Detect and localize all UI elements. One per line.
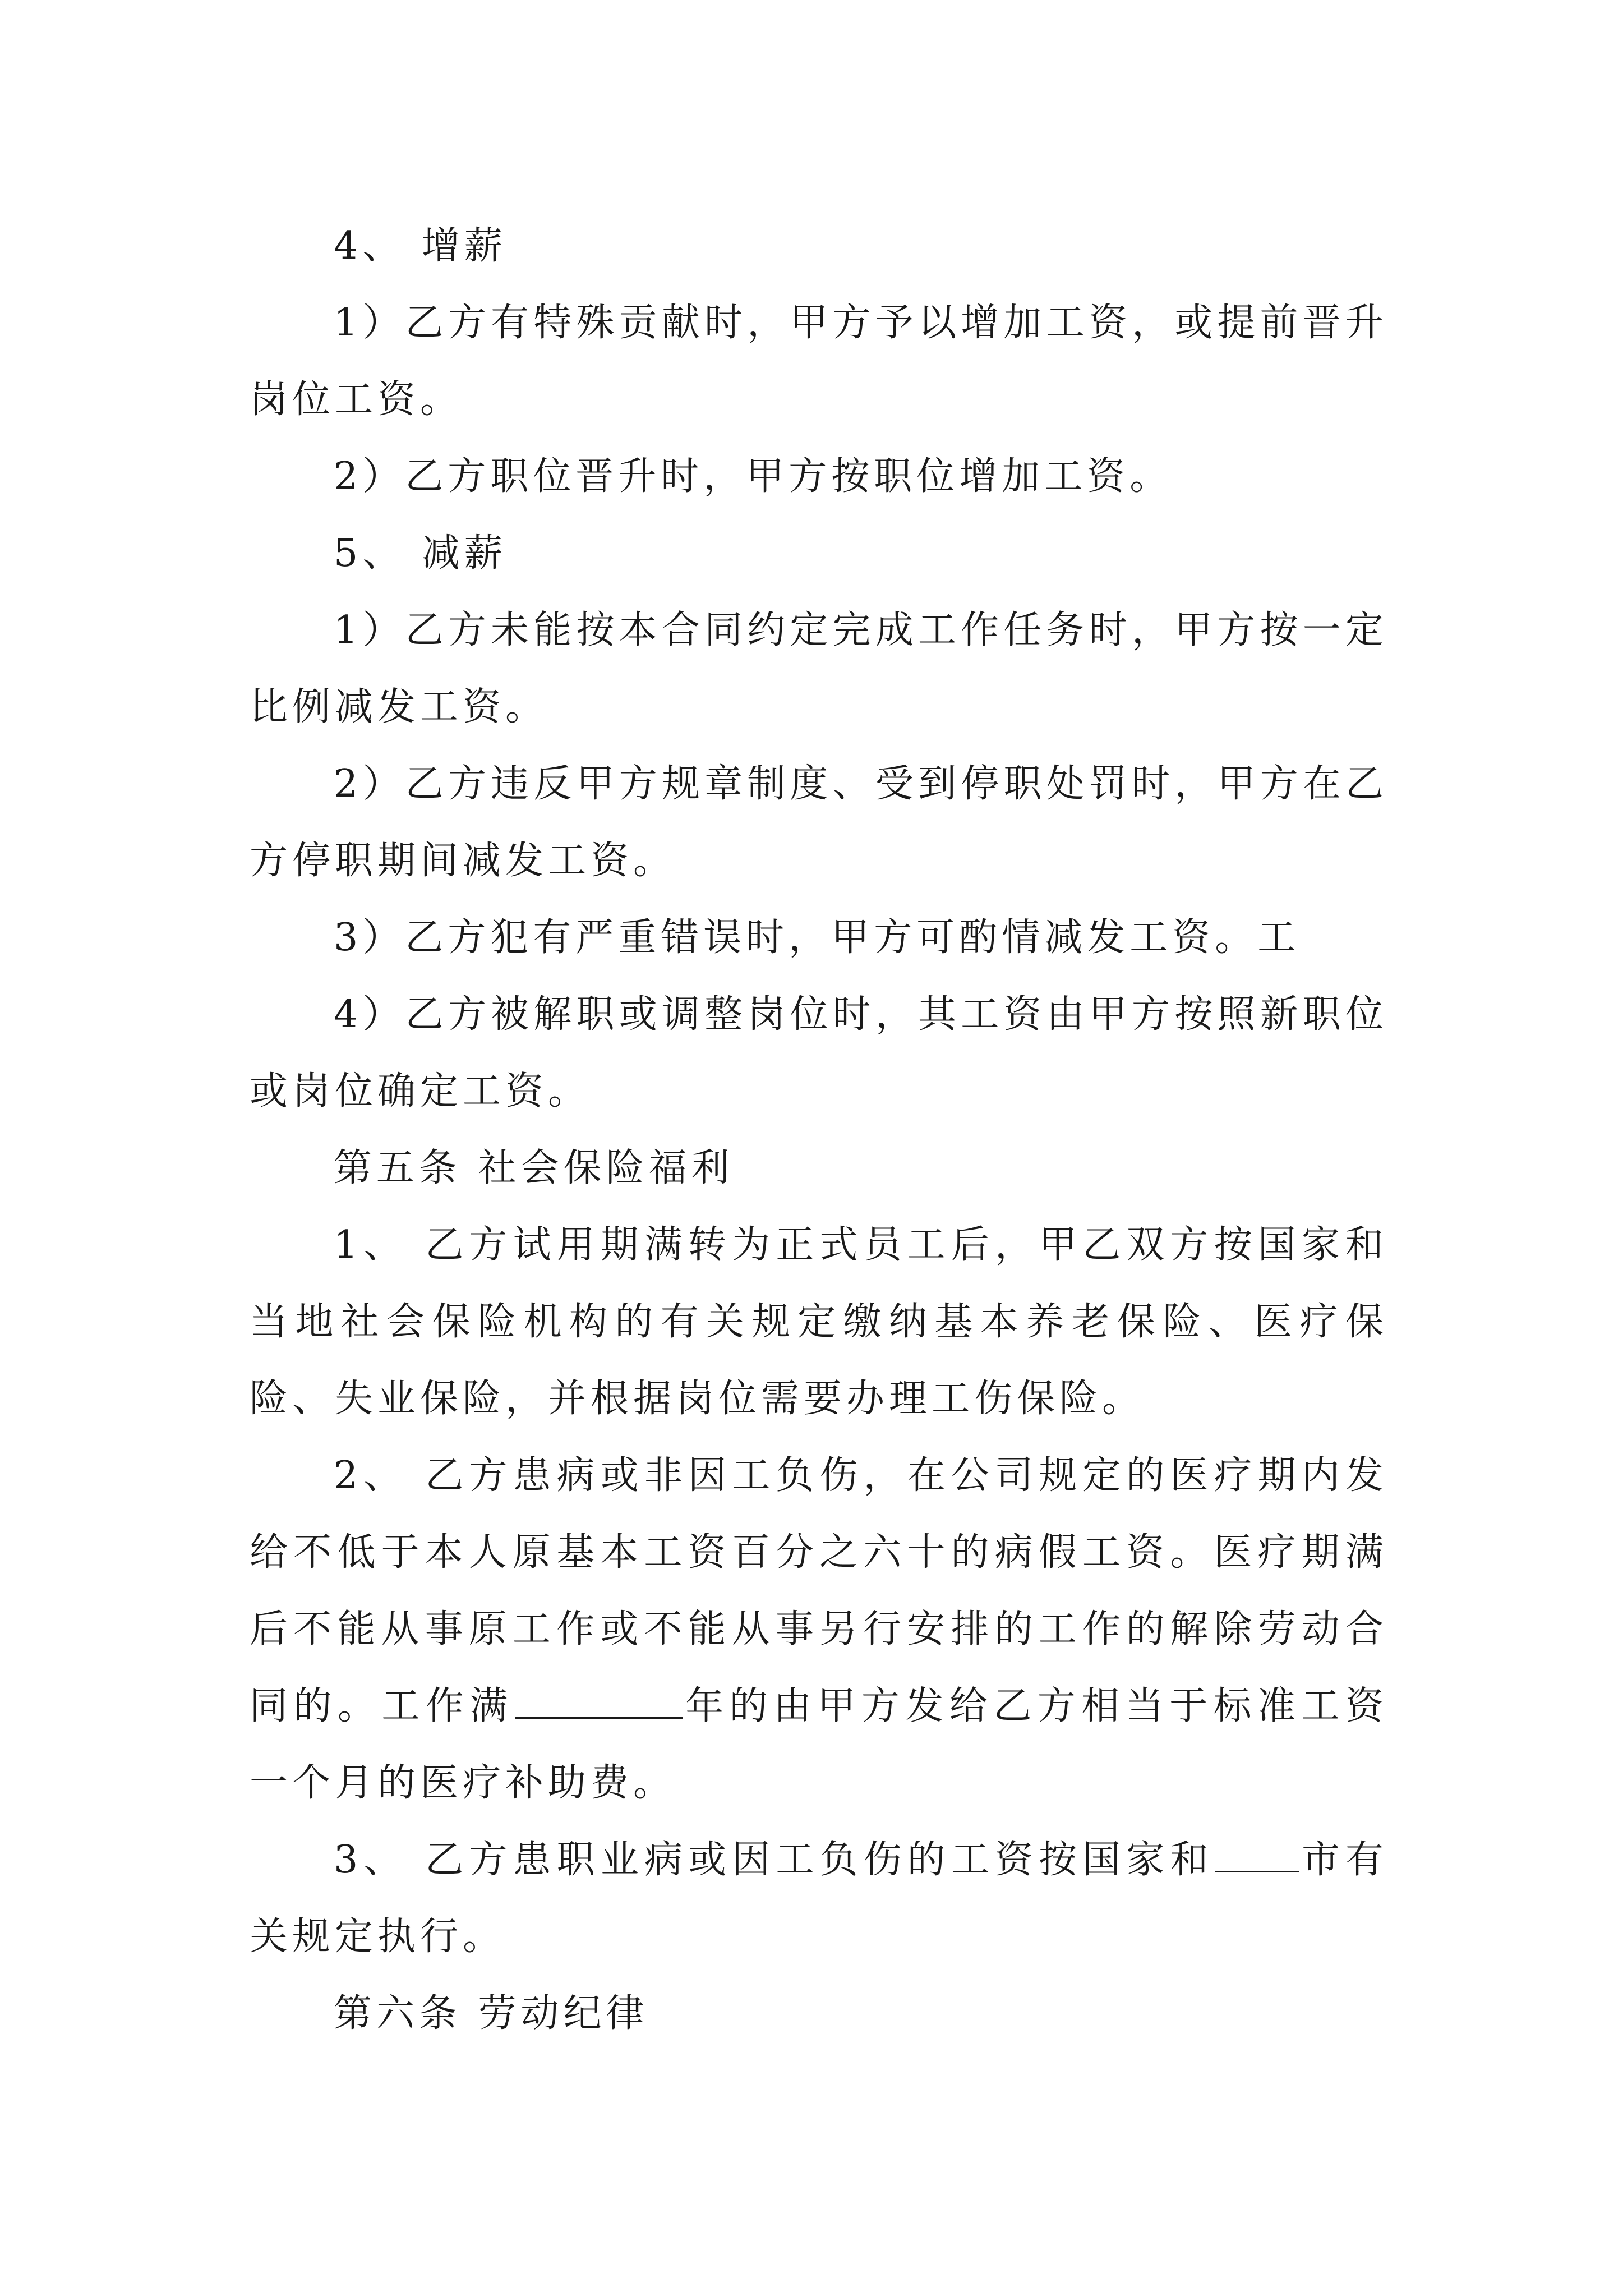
list-item bbox=[250, 746, 1388, 899]
document-body bbox=[250, 208, 1388, 2052]
list-item bbox=[250, 592, 1388, 746]
list-item bbox=[250, 438, 1388, 515]
paragraph-text: 2）乙方违反甲方规章制度、受到停职处罚时，甲方在乙方停职期间减发工资。 bbox=[250, 762, 1388, 883]
item-heading-reduction bbox=[250, 515, 1388, 592]
paragraph-text: 1）乙方有特殊贡献时，甲方予以增加工资，或提前晋升岗位工资。 bbox=[250, 301, 1388, 422]
paragraph-text: 4、 增薪 bbox=[334, 224, 507, 268]
paragraph-text: 5、 减薪 bbox=[334, 531, 507, 576]
paragraph-text: 第六条 劳动纪律 bbox=[334, 1991, 649, 2036]
paragraph-text: 市有关规定执行。 bbox=[250, 1838, 1388, 1959]
paragraph-text: 1）乙方未能按本合同约定完成工作任务时，甲方按一定比例减发工资。 bbox=[250, 608, 1388, 729]
article-heading-labor-discipline bbox=[250, 1975, 1388, 2052]
list-item bbox=[250, 1207, 1388, 1437]
paragraph-text: 年的由甲方发给乙方相当于标准工资一个月的医疗补助费。 bbox=[250, 1684, 1388, 1805]
list-item bbox=[250, 1437, 1388, 1821]
paragraph-text: 4）乙方被解职或调整岗位时，其工资由甲方按照新职位或岗位确定工资。 bbox=[250, 992, 1388, 1114]
fill-in-blank-city bbox=[1215, 1837, 1299, 1872]
list-item bbox=[250, 976, 1388, 1130]
article-heading-social-insurance bbox=[250, 1130, 1388, 1207]
list-item bbox=[250, 899, 1388, 976]
list-item bbox=[250, 1821, 1388, 1975]
paragraph-text: 2）乙方职位晋升时，甲方按职位增加工资。 bbox=[334, 454, 1173, 499]
fill-in-blank-years bbox=[515, 1683, 683, 1719]
paragraph-text: 3）乙方犯有严重错误时，甲方可酌情减发工资。工 bbox=[334, 915, 1301, 960]
paragraph-text: 1、 乙方试用期满转为正式员工后，甲乙双方按国家和当地社会保险机构的有关规定缴纳基本养老保险、医疗保险、失业保险，并根据岗位需要办理工伤保险。 bbox=[250, 1223, 1388, 1421]
paragraph-text: 第五条 社会保险福利 bbox=[334, 1146, 734, 1190]
item-heading-raise bbox=[250, 208, 1388, 284]
paragraph-text: 3、 乙方患职业病或因工负伤的工资按国家和 bbox=[334, 1838, 1214, 1882]
list-item bbox=[250, 284, 1388, 438]
paragraph-text: 2、 乙方患病或非因工负伤，在公司规定的医疗期内发给不低于本人原基本工资百分之六十的病假工资。医疗期满后不能从事原工作或不能从事另行安排的工作的解除劳动合同的。工作满 bbox=[250, 1453, 1388, 1728]
